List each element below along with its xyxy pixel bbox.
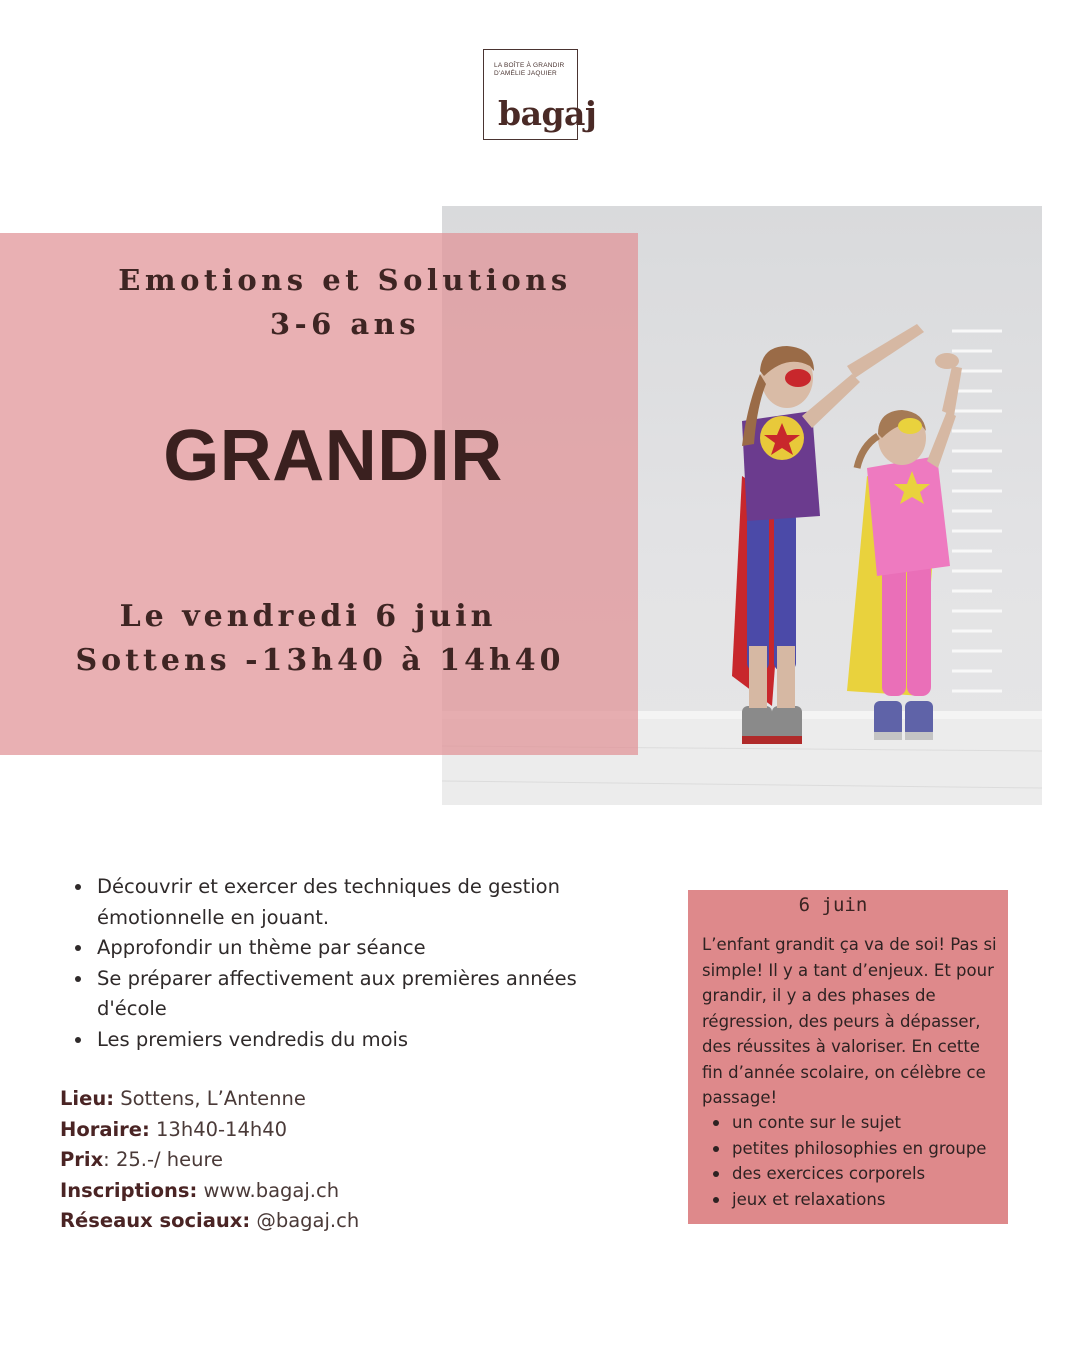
session-activity-list bbox=[710, 1110, 1000, 1212]
info-value-link[interactable]: www.bagaj.ch bbox=[197, 1178, 340, 1202]
feature-item: Approfondir un thème par séance bbox=[75, 933, 595, 964]
session-description: L’enfant grandit ça va de soi! Pas si simple! Il y a tant d’enjeux. Et pour grandir, il y a des phases de régression, des peurs à dépasser, des réussites à valoriser. En cette fin d’année scolaire, on célèbre ce passage! bbox=[702, 935, 997, 1107]
hero-subtitle-line2: 3-6 ans bbox=[269, 307, 421, 341]
feature-item: Se préparer affectivement aux premières années d'école bbox=[75, 964, 595, 1025]
info-key: Inscriptions: bbox=[60, 1178, 198, 1202]
hero-subtitle-line1: Emotions et Solutions bbox=[118, 263, 572, 297]
session-box bbox=[688, 890, 1008, 1224]
info-row-lieu bbox=[60, 1084, 359, 1115]
info-value: : 25.-/ heure bbox=[103, 1148, 224, 1171]
info-row-inscriptions bbox=[60, 1176, 359, 1207]
feature-item: Les premiers vendredis du mois bbox=[75, 1025, 595, 1056]
info-key: Réseaux sociaux: bbox=[60, 1209, 251, 1232]
info-row-prix bbox=[60, 1145, 359, 1176]
info-value-social[interactable]: @bagaj.ch bbox=[250, 1209, 360, 1232]
info-block bbox=[60, 1084, 359, 1237]
info-key: Horaire: bbox=[60, 1117, 150, 1141]
activity-item: un conte sur le sujet bbox=[710, 1110, 1000, 1136]
activity-item: des exercices corporels bbox=[710, 1161, 1000, 1187]
feature-item: Découvrir et exercer des techniques de gestion émotionnelle en jouant. bbox=[75, 872, 595, 933]
hero-panel bbox=[0, 233, 638, 755]
hero-date-line1: Le vendredi 6 juin bbox=[119, 599, 497, 634]
activity-item: jeux et relaxations bbox=[710, 1187, 1000, 1213]
hero-date-line2: Sottens -13h40 à 14h40 bbox=[75, 643, 565, 678]
info-value: Sottens, L’Antenne bbox=[114, 1087, 306, 1110]
hero-title: GRANDIR bbox=[163, 416, 503, 496]
activity-item: petites philosophies en groupe bbox=[710, 1136, 1000, 1162]
logo-tagline-line2: D'AMÉLIE JAQUIER bbox=[494, 70, 557, 77]
logo-tagline-line1: LA BOÎTE À GRANDIR bbox=[494, 62, 565, 69]
info-row-social bbox=[60, 1206, 359, 1237]
logo bbox=[483, 49, 597, 140]
session-title: 6 juin bbox=[798, 894, 868, 916]
info-key: Prix bbox=[60, 1148, 104, 1171]
info-row-horaire bbox=[60, 1115, 359, 1146]
logo-wordmark: bagaj bbox=[498, 94, 597, 133]
info-value: 13h40-14h40 bbox=[149, 1117, 288, 1141]
logo-tagline bbox=[494, 62, 574, 78]
info-key: Lieu: bbox=[60, 1087, 115, 1110]
feature-list bbox=[75, 872, 595, 1055]
